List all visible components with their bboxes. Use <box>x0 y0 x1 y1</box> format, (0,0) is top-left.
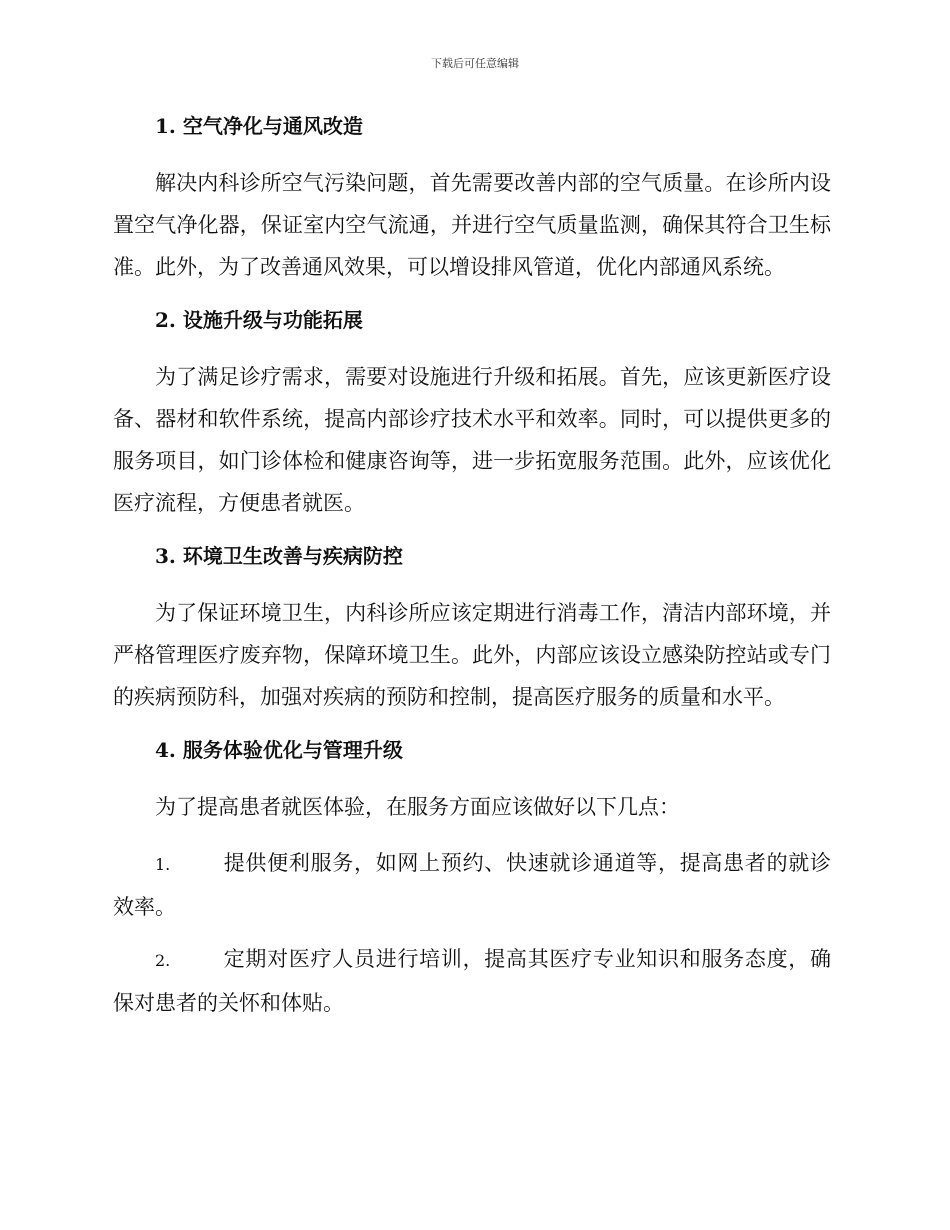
list-item <box>113 842 831 928</box>
page-header: 下载后可任意编辑 <box>431 57 519 70</box>
section-2-paragraph: 为了满足诊疗需求，需要对设施进行升级和拓展。首先，应该更新医疗设备、器材和软件系统，提高内部诊疗技术水平和效率。同时，可以提供更多的服务项目，如门诊体检和健康咨询等，进一步拓宽服务范围。此外，应该优化医疗流程，方便患者就医。 <box>113 365 831 515</box>
list-item-number: 1. <box>155 855 171 874</box>
section-heading-3: 3. 环境卫生改善与疾病防控 <box>155 544 403 568</box>
list-item <box>113 938 831 1024</box>
list-item-text: 提供便利服务，如网上预约、快速就诊通道等，提高患者的就诊效率。 <box>113 851 831 919</box>
section-1-paragraph: 解决内科诊所空气污染问题，首先需要改善内部的空气质量。在诊所内设置空气净化器，保证室内空气流通，并进行空气质量监测，确保其符合卫生标准。此外，为了改善通风效果，可以增设排风管道，优化内部通风系统。 <box>113 171 831 279</box>
section-4-paragraph: 为了提高患者就医体验，在服务方面应该做好以下几点： <box>155 795 680 819</box>
document-body <box>113 108 831 1034</box>
section-heading-1: 1. 空气净化与通风改造 <box>155 114 363 138</box>
section-heading-2: 2. 设施升级与功能拓展 <box>155 308 363 332</box>
section-3-paragraph: 为了保证环境卫生，内科诊所应该定期进行消毒工作，清洁内部环境，并严格管理医疗废弃物，保障环境卫生。此外，内部应该设立感染防控站或专门的疾病预防科，加强对疾病的预防和控制，提高医疗服务的质量和水平。 <box>113 601 831 709</box>
list-item-text: 定期对医疗人员进行培训，提高其医疗专业知识和服务态度，确保对患者的关怀和体贴。 <box>113 947 831 1015</box>
list-item-number: 2. <box>155 951 171 970</box>
section-heading-4: 4. 服务体验优化与管理升级 <box>155 738 403 762</box>
